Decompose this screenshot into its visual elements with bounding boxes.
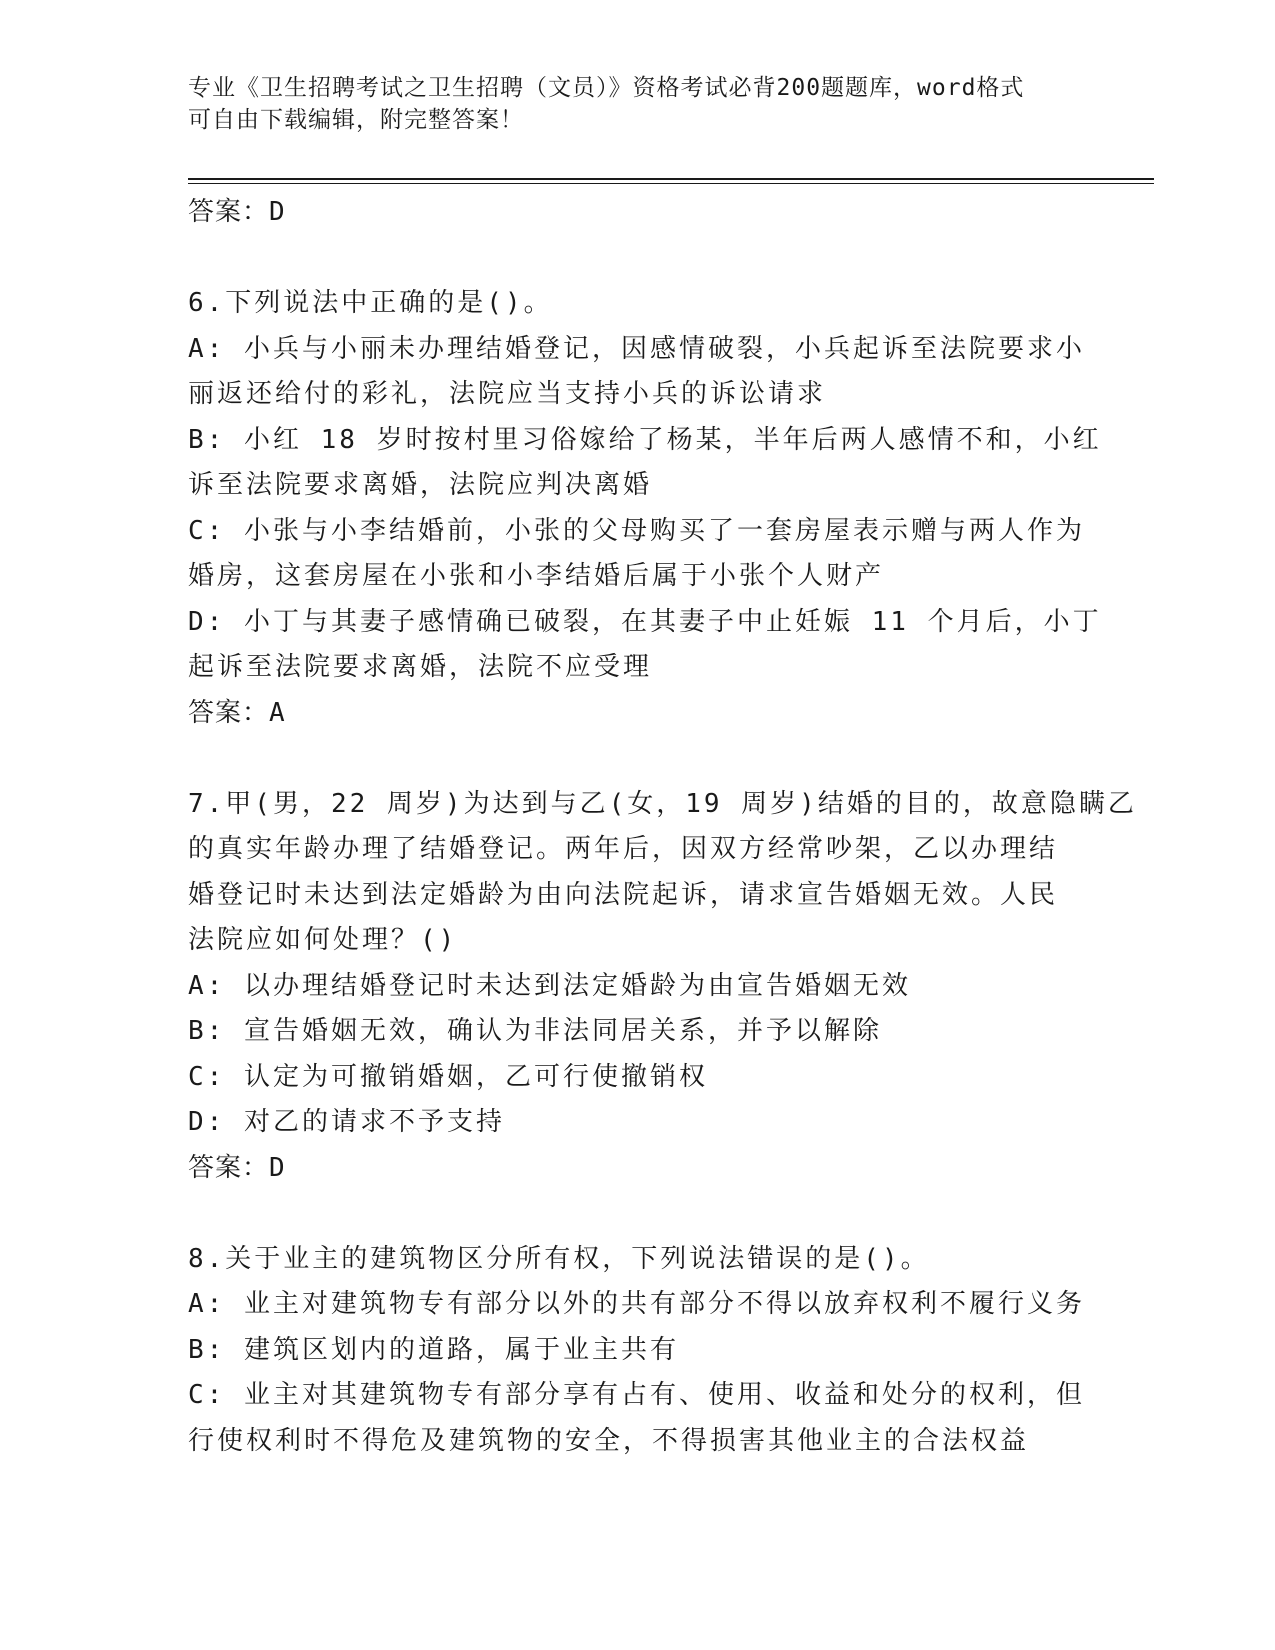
option-b: B: 宣告婚姻无效，确认为非法同居关系，并予以解除 (188, 1016, 882, 1046)
document-header (188, 72, 1088, 136)
question-stem: 8.关于业主的建筑物区分所有权，下列说法错误的是()。 (188, 1243, 930, 1274)
header-rule-thin (188, 183, 1154, 184)
answer: 答案：D (188, 1152, 286, 1183)
header-line-1: 专业《卫生招聘考试之卫生招聘（文员）》资格考试必背200题题库，word格式 (188, 75, 1025, 101)
question-6 (188, 281, 1102, 736)
question-stem-line-3: 婚登记时未达到法定婚龄为由向法院起诉，请求宣告婚姻无效。人民 (188, 879, 1059, 910)
question-stem-line-2: 的真实年龄办理了结婚登记。两年后，因双方经常吵架，乙以办理结 (188, 834, 1059, 864)
answer: 答案：A (188, 697, 286, 728)
header-rule-thick (188, 178, 1154, 180)
option-a: A: 以办理结婚登记时未达到法定婚龄为由宣告婚姻无效 (188, 970, 911, 1001)
option-a-line-1: A: 小兵与小丽未办理结婚登记，因感情破裂，小兵起诉至法院要求小 (188, 333, 1085, 364)
option-b: B: 建筑区划内的道路，属于业主共有 (188, 1334, 679, 1365)
option-a: A: 业主对建筑物专有部分以外的共有部分不得以放弃权利不履行义务 (188, 1289, 1085, 1319)
option-d-line-1: D: 小丁与其妻子感情确已破裂，在其妻子中止妊娠 11 个月后，小丁 (188, 606, 1102, 637)
option-c-line-1: C: 小张与小李结婚前，小张的父母购买了一套房屋表示赠与两人作为 (188, 515, 1085, 546)
answer-previous: 答案：D (188, 197, 286, 227)
question-content (188, 190, 1137, 1464)
question-8 (188, 1237, 1088, 1465)
question-7 (188, 782, 1137, 1192)
option-b-line-2: 诉至法院要求离婚，法院应判决离婚 (188, 470, 653, 500)
option-c-line-2: 行使权利时不得危及建筑物的安全，不得损害其他业主的合法权益 (188, 1425, 1030, 1456)
spacer (188, 736, 1088, 782)
option-d: D: 对乙的请求不予支持 (188, 1107, 505, 1137)
option-d-line-2: 起诉至法院要求离婚，法院不应受理 (188, 652, 653, 682)
option-a-line-2: 丽返还给付的彩礼，法院应当支持小兵的诉讼请求 (188, 379, 827, 409)
spacer (188, 1191, 1088, 1237)
spacer (188, 236, 1088, 282)
question-stem: 6.下列说法中正确的是()。 (188, 288, 553, 318)
header-line-2: 可自由下载编辑，附完整答案！ (188, 107, 524, 133)
option-c: C: 认定为可撤销婚姻，乙可行使撤销权 (188, 1061, 708, 1092)
option-c-line-1: C: 业主对其建筑物专有部分享有占有、使用、收益和处分的权利，但 (188, 1380, 1085, 1410)
question-stem-line-4: 法院应如何处理？() (188, 925, 458, 955)
option-b-line-1: B: 小红 18 岁时按村里习俗嫁给了杨某，半年后两人感情不和，小红 (188, 424, 1102, 455)
question-stem-line-1: 7.甲(男，22 周岁)为达到与乙(女，19 周岁)结婚的目的，故意隐瞒乙 (188, 788, 1137, 819)
option-c-line-2: 婚房，这套房屋在小张和小李结婚后属于小张个人财产 (188, 561, 885, 591)
